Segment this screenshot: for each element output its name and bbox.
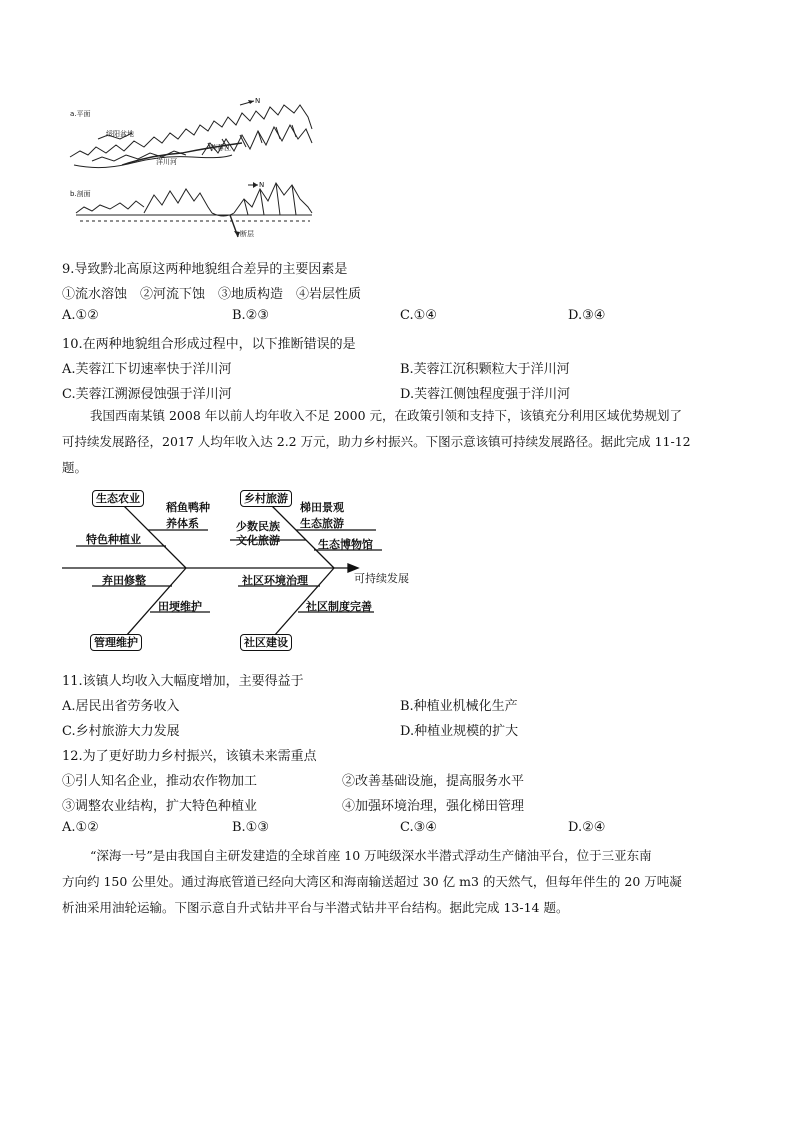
- passage3-line3: 析油采用油轮运输。下图示意自升式钻井平台与半潜式钻井平台结构。据此完成 13-14 题。: [62, 900, 569, 915]
- minority-line1: 少数民族: [236, 520, 280, 533]
- q9-option-a[interactable]: A.①②: [62, 308, 99, 323]
- q12-item-1: ①引人知名企业，推动农作物加工: [62, 774, 258, 789]
- passage3-line1: “深海一号”是由我国自主研发建造的全球首座 10 万吨级深水半潜式浮动生产储油平台，位于三亚东南: [90, 848, 652, 863]
- minority-line2: 文化旅游: [236, 534, 280, 547]
- q11-option-a[interactable]: A.居民出省劳务收入: [62, 699, 180, 714]
- eco-museum-label: 生态博物馆: [318, 538, 373, 551]
- section-north-label: N: [259, 181, 265, 189]
- q11-option-c[interactable]: C.乡村旅游大力发展: [62, 724, 180, 739]
- q9-items: ①流水溶蚀 ②河流下蚀 ③地质构造 ④岩层性质: [62, 287, 362, 302]
- goal-label: 可持续发展: [354, 572, 409, 585]
- q9-option-b[interactable]: B.②③: [232, 308, 269, 323]
- special-crop-label: 特色种植业: [86, 533, 141, 546]
- box-community: 社区建设: [240, 634, 292, 651]
- terrace-view-label: 梯田景观: [300, 501, 344, 514]
- fishbone-diagram: [62, 488, 422, 653]
- q12-item-4: ④加强环境治理，强化梯田管理: [342, 799, 525, 814]
- abandoned-field-label: 弃田修整: [102, 574, 146, 587]
- plan-view-label: a.平面: [70, 110, 91, 118]
- env-governance-label: 社区环境治理: [242, 574, 308, 587]
- q12-item-3: ③调整农业结构，扩大特色种植业: [62, 799, 258, 814]
- q11-option-d[interactable]: D.种植业规模的扩大: [400, 724, 519, 739]
- q9-option-c[interactable]: C.①④: [400, 308, 437, 323]
- north-label: N: [255, 97, 261, 105]
- terrain-figure-svg: [62, 95, 322, 245]
- passage2-line1: 我国西南某镇 2008 年以前人均年收入不足 2000 元，在政策引领和支持下，该镇充分利用区域优势规划了: [90, 408, 683, 423]
- q12-option-b[interactable]: B.①③: [232, 820, 269, 835]
- q10-option-d[interactable]: D.芙蓉江侧蚀程度强于洋川河: [400, 387, 571, 402]
- fault-marker: [230, 215, 240, 237]
- q10-option-c[interactable]: C.芙蓉江溯源侵蚀强于洋川河: [62, 387, 232, 402]
- terrace-protect-label: 田埂维护: [158, 600, 202, 613]
- passage3-line2: 方向约 150 公里处。通过海底管道已经向大湾区和海南输送超过 30 亿 m3 的天然气，但每年伴生的 20 万吨凝: [62, 874, 682, 889]
- terrain-figure: [62, 95, 322, 245]
- box-rural-tourism: 乡村旅游: [240, 490, 292, 507]
- box-management: 管理维护: [90, 634, 142, 651]
- q12-option-d[interactable]: D.②④: [568, 820, 606, 835]
- eco-tour-label: 生态旅游: [300, 517, 344, 530]
- section-north-arrow: [248, 182, 258, 188]
- system-improve-label: 社区制度完善: [306, 600, 372, 613]
- q11-option-b[interactable]: B.种植业机械化生产: [400, 699, 518, 714]
- north-arrow: [240, 100, 254, 105]
- river-label-2: 芙蓉江: [210, 144, 231, 152]
- q9-option-d[interactable]: D.③④: [568, 308, 606, 323]
- passage2-line2: 可持续发展路径，2017 人均年收入达 2.2 万元，助力乡村振兴。下图示意该镇可持续发展路径。据此完成 11-12: [62, 434, 691, 449]
- box-eco-agriculture: 生态农业: [92, 490, 144, 507]
- q10-option-a[interactable]: A.芙蓉江下切速率快于洋川河: [62, 362, 232, 377]
- q12-item-2: ②改善基础设施，提高服务水平: [342, 774, 525, 789]
- q9-stem: 9.导致黔北高原这两种地貌组合差异的主要因素是: [62, 262, 348, 277]
- q12-stem: 12.为了更好助力乡村振兴，该镇未来需重点: [62, 749, 317, 764]
- q12-option-a[interactable]: A.①②: [62, 820, 99, 835]
- q11-stem: 11.该镇人均收入大幅度增加，主要得益于: [62, 674, 304, 689]
- q10-option-b[interactable]: B.芙蓉江沉积颗粒大于洋川河: [400, 362, 570, 377]
- rice-fish-duck-line1: 稻鱼鸭种: [166, 501, 210, 514]
- river-label-1: 洋川河: [156, 158, 177, 166]
- passage2-line3: 题。: [62, 460, 88, 475]
- q12-option-c[interactable]: C.③④: [400, 820, 437, 835]
- section-view-mountains: [76, 183, 312, 221]
- basin-label: 绥阳盆地: [106, 130, 134, 138]
- rice-fish-duck-line2: 养体系: [166, 517, 199, 530]
- fault-label: 断层: [240, 230, 254, 238]
- section-view-label: b.剖面: [70, 190, 91, 198]
- q10-stem: 10.在两种地貌组合形成过程中，以下推断错误的是: [62, 337, 356, 352]
